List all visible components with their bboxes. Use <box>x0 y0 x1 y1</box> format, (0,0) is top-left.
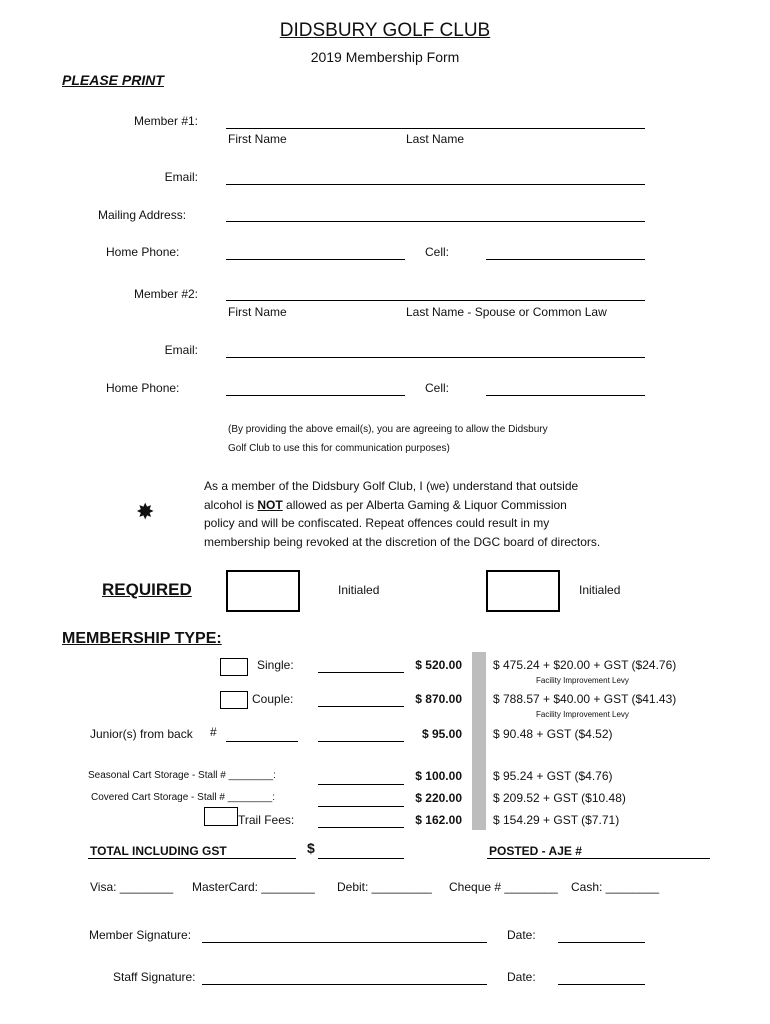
grey-divider-bar <box>472 652 486 830</box>
couple-label: Couple: <box>252 692 294 706</box>
member1-cell-label: Cell: <box>425 245 450 259</box>
single-price: $ 520.00 <box>415 658 462 672</box>
staff-signature-field[interactable] <box>202 984 487 985</box>
alcohol-line2-post: allowed as per Alberta Gaming & Liquor Commission <box>282 498 567 512</box>
member2-label: Member #2: <box>133 287 198 301</box>
alcohol-policy-line-3: policy and will be confiscated. Repeat offences could result in my <box>204 516 550 530</box>
covered-cart-price: $ 220.00 <box>415 791 462 805</box>
payment-mastercard[interactable]: MasterCard: ________ <box>192 880 315 894</box>
form-title: 2019 Membership Form <box>310 49 460 65</box>
total-label: TOTAL INCLUDING GST <box>90 844 227 858</box>
couple-breakdown: $ 788.57 + $40.00 + GST ($41.43) <box>493 692 677 706</box>
member2-home-phone-field[interactable] <box>226 395 405 396</box>
alcohol-policy-line-2 <box>204 498 567 512</box>
consent-line-1: (By providing the above email(s), you are agreeing to allow the Didsbury <box>228 424 548 435</box>
please-print-label: PLEASE PRINT <box>62 72 164 88</box>
member1-first-name-caption: First Name <box>228 132 287 146</box>
couple-levy-note: Facility Improvement Levy <box>536 710 629 719</box>
initial-box-2[interactable] <box>486 570 560 612</box>
covered-cart-label: Covered Cart Storage - Stall # ________: <box>91 792 275 803</box>
payment-cheque[interactable]: Cheque # ________ <box>449 880 558 894</box>
seasonal-cart-breakdown: $ 95.24 + GST ($4.76) <box>493 769 613 783</box>
seasonal-cart-label: Seasonal Cart Storage - Stall # ________: <box>88 770 276 781</box>
trail-fees-price: $ 162.00 <box>415 813 462 827</box>
alcohol-policy-line-1: As a member of the Didsbury Golf Club, I (we) understand that outside <box>204 479 579 493</box>
star-icon: ✸ <box>136 499 155 524</box>
member2-home-phone-label: Home Phone: <box>106 381 180 395</box>
junior-label: Junior(s) from back <box>90 727 193 741</box>
initialed-label-2: Initialed <box>579 583 621 597</box>
initialed-label-1: Initialed <box>338 583 380 597</box>
payment-debit[interactable]: Debit: _________ <box>337 880 432 894</box>
member1-home-phone-field[interactable] <box>226 259 405 260</box>
member-signature-field[interactable] <box>202 942 487 943</box>
single-label: Single: <box>257 658 294 672</box>
member1-home-phone-label: Home Phone: <box>106 245 180 259</box>
member2-last-name-caption: Last Name - Spouse or Common Law <box>406 305 607 319</box>
covered-cart-breakdown: $ 209.52 + GST ($10.48) <box>493 791 626 805</box>
consent-line-2: Golf Club to use this for communication purposes) <box>228 443 450 454</box>
seasonal-cart-amount-field[interactable] <box>318 784 404 785</box>
total-amount-field[interactable] <box>318 858 404 859</box>
junior-breakdown: $ 90.48 + GST ($4.52) <box>493 727 613 741</box>
posted-aje-label: POSTED - AJE # <box>489 844 582 858</box>
member-date-field[interactable] <box>558 942 645 943</box>
couple-amount-field[interactable] <box>318 706 404 707</box>
member2-email-label: Email: <box>164 343 198 357</box>
junior-amount-field[interactable] <box>318 741 404 742</box>
junior-hash: # <box>210 725 217 739</box>
payment-visa[interactable]: Visa: ________ <box>90 880 174 894</box>
couple-checkbox[interactable] <box>220 691 248 709</box>
member1-label: Member #1: <box>133 114 198 128</box>
initial-box-1[interactable] <box>226 570 300 612</box>
alcohol-not-emphasis: NOT <box>257 498 283 512</box>
member-signature-label: Member Signature: <box>89 928 192 942</box>
trail-fees-label: Trail Fees: <box>238 813 295 827</box>
junior-number-field[interactable] <box>226 741 298 742</box>
member1-last-name-caption: Last Name <box>406 132 465 146</box>
member1-email-field[interactable] <box>226 184 645 185</box>
single-breakdown: $ 475.24 + $20.00 + GST ($24.76) <box>493 658 677 672</box>
member2-email-field[interactable] <box>226 357 645 358</box>
single-checkbox[interactable] <box>220 658 248 676</box>
club-title: DIDSBURY GOLF CLUB <box>279 20 491 41</box>
mailing-address-label: Mailing Address: <box>98 208 187 222</box>
covered-cart-amount-field[interactable] <box>318 806 404 807</box>
trail-fees-amount-field[interactable] <box>318 827 404 828</box>
junior-price: $ 95.00 <box>421 727 462 741</box>
member-date-label: Date: <box>507 928 536 942</box>
single-levy-note: Facility Improvement Levy <box>536 676 629 685</box>
posted-aje-field[interactable] <box>487 858 710 859</box>
staff-date-label: Date: <box>507 970 536 984</box>
staff-signature-label: Staff Signature: <box>113 970 196 984</box>
seasonal-cart-price: $ 100.00 <box>415 769 462 783</box>
total-dollar-sign: $ <box>307 840 315 856</box>
alcohol-line2-pre: alcohol is <box>204 498 258 512</box>
member2-cell-field[interactable] <box>486 395 645 396</box>
member2-name-field[interactable] <box>226 300 645 301</box>
member1-name-field[interactable] <box>226 128 645 129</box>
staff-date-field[interactable] <box>558 984 645 985</box>
trail-fees-checkbox[interactable] <box>204 807 238 826</box>
alcohol-policy-line-4: membership being revoked at the discretion of the DGC board of directors. <box>204 535 601 549</box>
single-amount-field[interactable] <box>318 672 404 673</box>
payment-cash[interactable]: Cash: ________ <box>571 880 660 894</box>
member1-cell-field[interactable] <box>486 259 645 260</box>
mailing-address-field[interactable] <box>226 221 645 222</box>
required-label: REQUIRED <box>102 580 192 599</box>
member2-cell-label: Cell: <box>425 381 450 395</box>
membership-type-title: MEMBERSHIP TYPE: <box>62 630 222 647</box>
member2-first-name-caption: First Name <box>228 305 287 319</box>
member1-email-label: Email: <box>164 170 198 184</box>
couple-price: $ 870.00 <box>415 692 462 706</box>
trail-fees-breakdown: $ 154.29 + GST ($7.71) <box>493 813 620 827</box>
total-label-underline <box>88 858 296 859</box>
